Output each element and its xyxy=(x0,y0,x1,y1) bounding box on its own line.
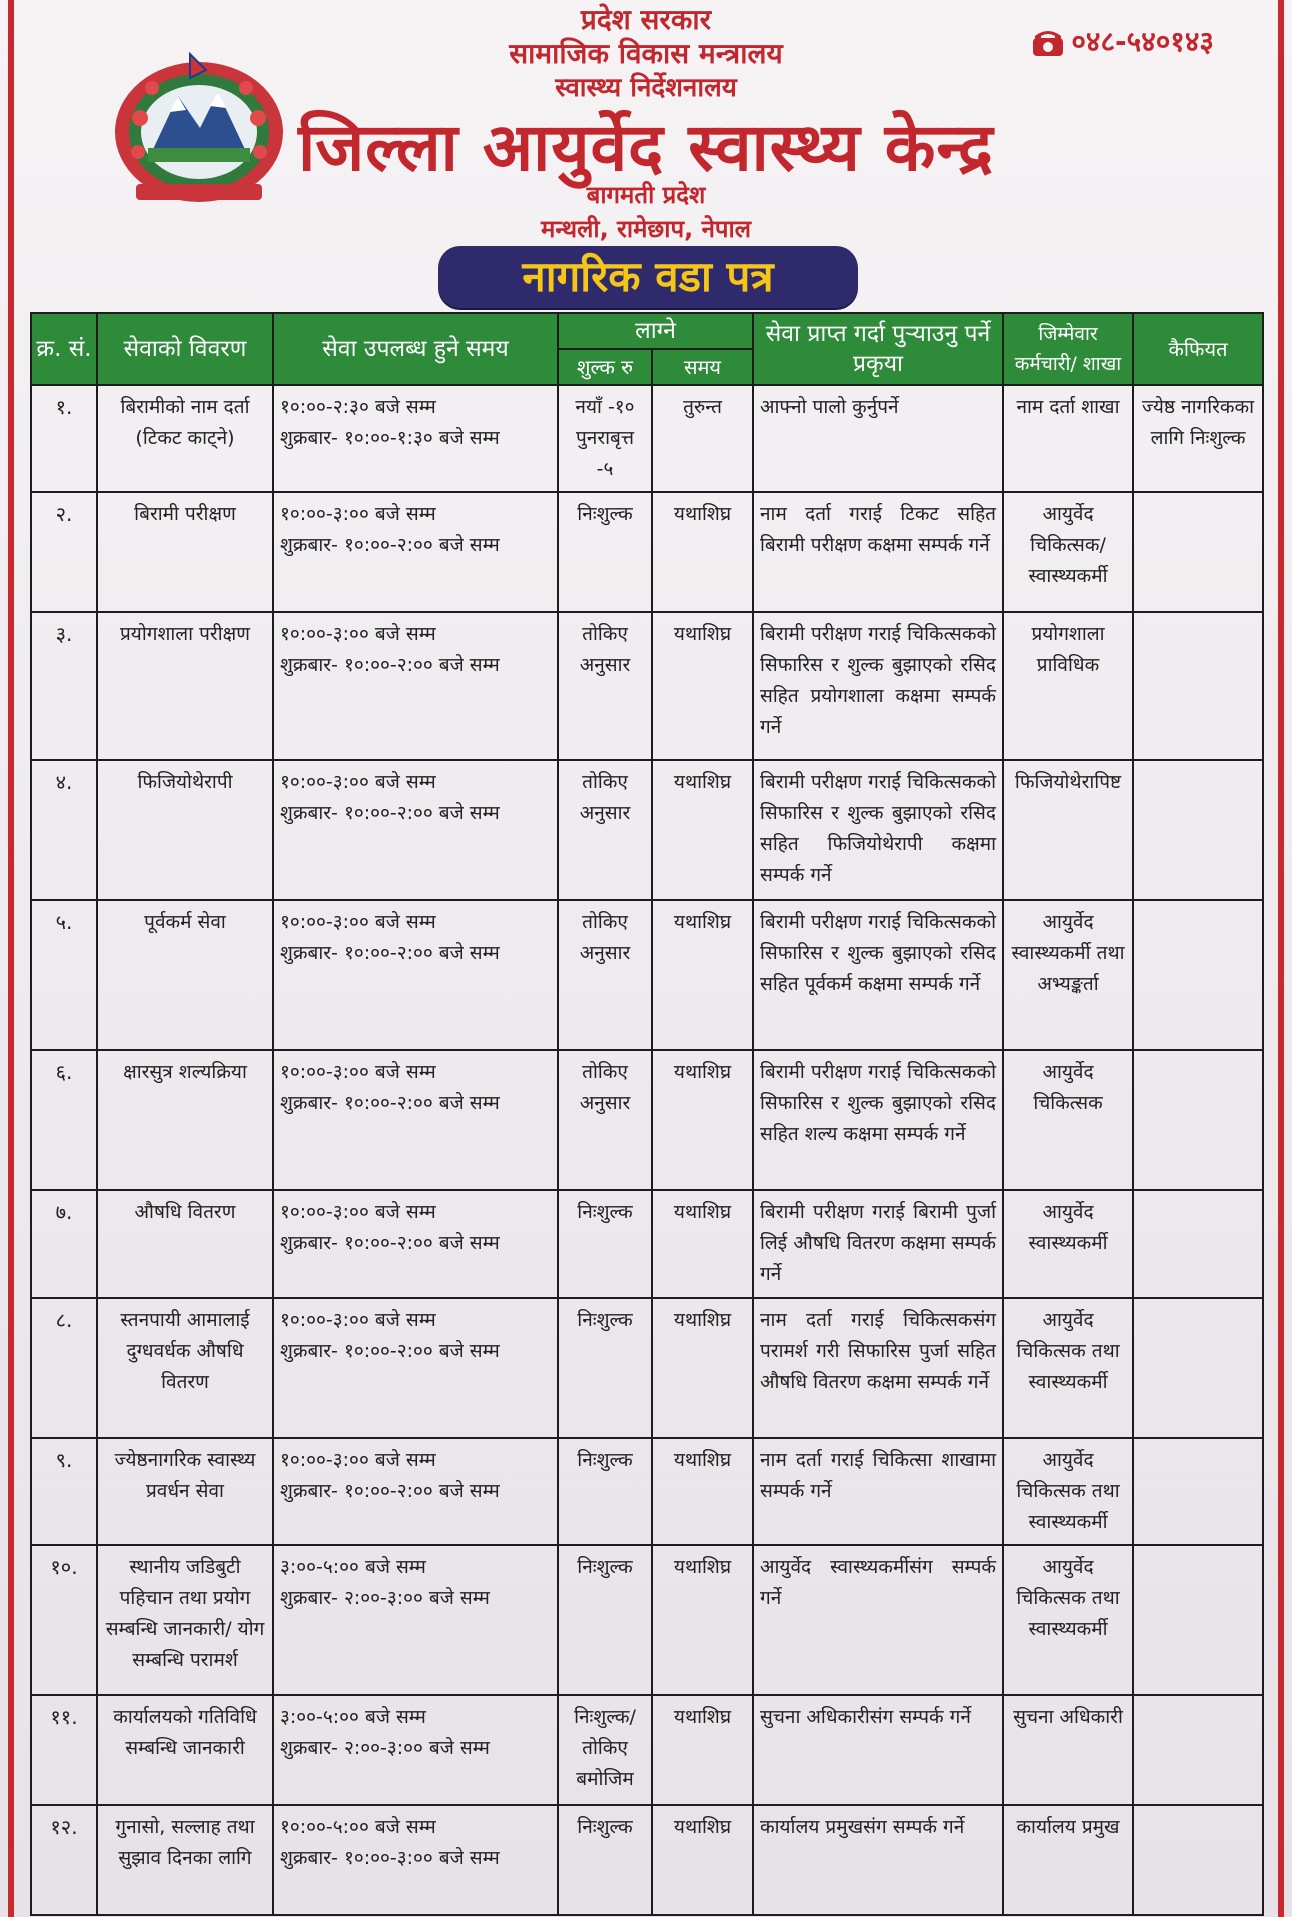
row-sn: ३. xyxy=(31,612,97,760)
row-time-friday: शुक्रबार- १०:००-२:०० बजे सम्म xyxy=(280,1092,500,1114)
table-header-row xyxy=(31,313,1263,349)
row-sn: ४. xyxy=(31,760,97,900)
row-time-friday: शुक्रबार- २:००-३:०० बजे सम्म xyxy=(280,1737,490,1759)
row-remarks xyxy=(1133,612,1263,760)
row-fee: निःशुल्क xyxy=(558,1545,652,1695)
row-duration: यथाशिघ्र xyxy=(652,1190,753,1298)
row-duration: यथाशिघ्र xyxy=(652,760,753,900)
table-row xyxy=(31,612,1263,760)
row-remarks xyxy=(1133,760,1263,900)
row-service: औषधि वितरण xyxy=(97,1190,273,1298)
charter-table-wrapper xyxy=(30,312,1262,1916)
row-service: बिरामीको नाम दर्ता (टिकट काट्ने) xyxy=(97,385,273,492)
row-remarks xyxy=(1133,1695,1263,1805)
row-duration: तुरुन्त xyxy=(652,385,753,492)
header-remarks: कैफियत xyxy=(1133,313,1263,385)
row-remarks xyxy=(1133,1050,1263,1190)
row-responsible: सुचना अधिकारी xyxy=(1003,1695,1133,1805)
row-time-weekday: १०:००-३:०० बजे सम्म xyxy=(280,503,436,525)
row-responsible: नाम दर्ता शाखा xyxy=(1003,385,1133,492)
row-fee: तोकिए अनुसार xyxy=(558,760,652,900)
row-service: कार्यालयको गतिविधि सम्बन्धि जानकारी xyxy=(97,1695,273,1805)
row-time-friday: शुक्रबार- १०:००-२:०० बजे सम्म xyxy=(280,1232,500,1254)
row-duration: यथाशिघ्र xyxy=(652,1050,753,1190)
row-service: क्षारसुत्र शल्यक्रिया xyxy=(97,1050,273,1190)
charter-table xyxy=(30,312,1264,1916)
row-remarks xyxy=(1133,1805,1263,1915)
row-fee: तोकिए अनुसार xyxy=(558,612,652,760)
row-service: ज्येष्ठनागरिक स्वास्थ्य प्रवर्धन सेवा xyxy=(97,1438,273,1545)
row-process: सुचना अधिकारीसंग सम्पर्क गर्ने xyxy=(753,1695,1003,1805)
row-process: कार्यालय प्रमुखसंग सम्पर्क गर्ने xyxy=(753,1805,1003,1915)
row-service: पूर्वकर्म सेवा xyxy=(97,900,273,1050)
address-line: मन्थली, रामेछाप, नेपाल xyxy=(540,215,752,243)
row-sn: ९. xyxy=(31,1438,97,1545)
row-service: स्थानीय जडिबुटी पहिचान तथा प्रयोग सम्बन्धि जानकारी/ योग सम्बन्धि परामर्श xyxy=(97,1545,273,1695)
row-time-weekday: १०:००-३:०० बजे सम्म xyxy=(280,771,436,793)
row-duration: यथाशिघ्र xyxy=(652,612,753,760)
row-fee: निःशुल्क xyxy=(558,492,652,612)
row-fee: निःशुल्क xyxy=(558,1438,652,1545)
row-responsible: आयुर्वेद चिकित्सक xyxy=(1003,1050,1133,1190)
row-service: स्तनपायी आमालाई दुग्धवर्धक औषधि वितरण xyxy=(97,1298,273,1438)
row-process: बिरामी परीक्षण गराई चिकित्सकको सिफारिस र शुल्क बुझाएको रसिद सहित फिजियोथेरापी कक्षमा सम्पर्क गर्ने xyxy=(753,760,1003,900)
table-row xyxy=(31,760,1263,900)
row-time-weekday: ३:००-५:०० बजे सम्म xyxy=(280,1706,426,1728)
row-time xyxy=(273,760,558,900)
row-time-friday: शुक्रबार- १०:००-२:०० बजे सम्म xyxy=(280,942,500,964)
row-fee: तोकिए अनुसार xyxy=(558,1050,652,1190)
row-sn: ५. xyxy=(31,900,97,1050)
header-line-2: सामाजिक विकास मन्त्रालय xyxy=(509,37,783,70)
header-time: सेवा उपलब्ध हुने समय xyxy=(273,313,558,385)
office-name: जिल्ला आयुर्वेद स्वास्थ्य केन्द्र xyxy=(298,109,994,186)
row-fee: निःशुल्क xyxy=(558,1805,652,1915)
row-time-friday: शुक्रबार- १०:००-२:०० बजे सम्म xyxy=(280,654,500,676)
row-time xyxy=(273,1438,558,1545)
row-duration: यथाशिघ्र xyxy=(652,1545,753,1695)
row-time xyxy=(273,492,558,612)
row-time-weekday: १०:००-५:०० बजे सम्म xyxy=(280,1816,436,1838)
row-remarks xyxy=(1133,900,1263,1050)
table-row xyxy=(31,1190,1263,1298)
row-service: गुनासो, सल्लाह तथा सुझाव दिनका लागि xyxy=(97,1805,273,1915)
header-lagne: लाग्ने xyxy=(558,313,753,349)
row-fee: निःशुल्क xyxy=(558,1190,652,1298)
row-process: बिरामी परीक्षण गराई बिरामी पुर्जा लिई औषधि वितरण कक्षमा सम्पर्क गर्ने xyxy=(753,1190,1003,1298)
row-fee: नयाँ -१० पुनराबृत्त -५ xyxy=(558,385,652,492)
row-responsible: आयुर्वेद चिकित्सक तथा स्वास्थ्यकर्मी xyxy=(1003,1298,1133,1438)
row-fee: निःशुल्क xyxy=(558,1298,652,1438)
header-fee: शुल्क रु xyxy=(558,349,652,385)
row-remarks xyxy=(1133,1545,1263,1695)
table-row xyxy=(31,1545,1263,1695)
row-responsible: आयुर्वेद चिकित्सक तथा स्वास्थ्यकर्मी xyxy=(1003,1545,1133,1695)
poster-header xyxy=(0,0,1292,300)
row-time xyxy=(273,1190,558,1298)
row-sn: १२. xyxy=(31,1805,97,1915)
row-time-friday: शुक्रबार- १०:००-३:०० बजे सम्म xyxy=(280,1847,500,1869)
row-responsible: आयुर्वेद चिकित्सक तथा स्वास्थ्यकर्मी xyxy=(1003,1438,1133,1545)
row-responsible: आयुर्वेद चिकित्सक/ स्वास्थ्यकर्मी xyxy=(1003,492,1133,612)
table-row xyxy=(31,492,1263,612)
row-process: नाम दर्ता गराई टिकट सहित बिरामी परीक्षण कक्षमा सम्पर्क गर्ने xyxy=(753,492,1003,612)
row-remarks xyxy=(1133,1438,1263,1545)
row-time xyxy=(273,1545,558,1695)
row-sn: १. xyxy=(31,385,97,492)
row-duration: यथाशिघ्र xyxy=(652,1298,753,1438)
row-process: नाम दर्ता गराई चिकित्सा शाखामा सम्पर्क गर्ने xyxy=(753,1438,1003,1545)
row-responsible: कार्यालय प्रमुख xyxy=(1003,1805,1133,1915)
row-time xyxy=(273,612,558,760)
phone-number xyxy=(1031,22,1214,60)
row-duration: यथाशिघ्र xyxy=(652,1805,753,1915)
row-duration: यथाशिघ्र xyxy=(652,492,753,612)
table-row xyxy=(31,1805,1263,1915)
charter-title-banner: नागरिक वडा पत्र xyxy=(438,246,858,308)
row-sn: ७. xyxy=(31,1190,97,1298)
row-sn: ८. xyxy=(31,1298,97,1438)
row-time xyxy=(273,385,558,492)
row-responsible: फिजियोथेरापिष्ट xyxy=(1003,760,1133,900)
row-responsible: आयुर्वेद स्वास्थ्यकर्मी xyxy=(1003,1190,1133,1298)
row-time-weekday: १०:००-२:३० बजे सम्म xyxy=(280,396,436,418)
row-process: आयुर्वेद स्वास्थ्यकर्मीसंग सम्पर्क गर्ने xyxy=(753,1545,1003,1695)
row-responsible: प्रयोगशाला प्राविधिक xyxy=(1003,612,1133,760)
row-time-weekday: १०:००-३:०० बजे सम्म xyxy=(280,1449,436,1471)
row-duration: यथाशिघ्र xyxy=(652,900,753,1050)
row-sn: ११. xyxy=(31,1695,97,1805)
row-process: बिरामी परीक्षण गराई चिकित्सकको सिफारिस र शुल्क बुझाएको रसिद सहित प्रयोगशाला कक्षमा सम्पर्क गर्ने xyxy=(753,612,1003,760)
header-duration: समय xyxy=(652,349,753,385)
row-time xyxy=(273,1298,558,1438)
row-fee: तोकिए अनुसार xyxy=(558,900,652,1050)
row-sn: ६. xyxy=(31,1050,97,1190)
row-service: प्रयोगशाला परीक्षण xyxy=(97,612,273,760)
row-time xyxy=(273,1805,558,1915)
province-line: बागमती प्रदेश xyxy=(586,181,706,209)
row-process: आफ्नो पालो कुर्नुपर्ने xyxy=(753,385,1003,492)
row-sn: १०. xyxy=(31,1545,97,1695)
row-time xyxy=(273,900,558,1050)
row-process: नाम दर्ता गराई चिकित्सकसंग परामर्श गरी सिफारिस पुर्जा सहित औषधि वितरण कक्षमा सम्पर्क गर्ने xyxy=(753,1298,1003,1438)
row-duration: यथाशिघ्र xyxy=(652,1695,753,1805)
table-row xyxy=(31,900,1263,1050)
table-row xyxy=(31,1695,1263,1805)
row-service: फिजियोथेरापी xyxy=(97,760,273,900)
row-time xyxy=(273,1050,558,1190)
row-sn: २. xyxy=(31,492,97,612)
row-time-friday: शुक्रबार- १०:००-२:०० बजे सम्म xyxy=(280,1340,500,1362)
row-time-weekday: ३:००-५:०० बजे सम्म xyxy=(280,1556,426,1578)
row-time-weekday: १०:००-३:०० बजे सम्म xyxy=(280,623,436,645)
row-time-weekday: १०:००-३:०० बजे सम्म xyxy=(280,1061,436,1083)
row-process: बिरामी परीक्षण गराई चिकित्सकको सिफारिस र शुल्क बुझाएको रसिद सहित पूर्वकर्म कक्षमा सम्पर्क गर्ने xyxy=(753,900,1003,1050)
header-sn: क्र. सं. xyxy=(31,313,97,385)
row-time-friday: शुक्रबार- १०:००-१:३० बजे सम्म xyxy=(280,427,500,449)
row-time-friday: शुक्रबार- २:००-३:०० बजे सम्म xyxy=(280,1587,490,1609)
table-row xyxy=(31,1050,1263,1190)
table-row xyxy=(31,385,1263,492)
row-remarks xyxy=(1133,492,1263,612)
row-process: बिरामी परीक्षण गराई चिकित्सकको सिफारिस र शुल्क बुझाएको रसिद सहित शल्य कक्षमा सम्पर्क गर्ने xyxy=(753,1050,1003,1190)
header-line-3: स्वास्थ्य निर्देशनालय xyxy=(555,73,737,103)
row-time-friday: शुक्रबार- १०:००-२:०० बजे सम्म xyxy=(280,534,500,556)
row-duration: यथाशिघ्र xyxy=(652,1438,753,1545)
row-time xyxy=(273,1695,558,1805)
row-time-friday: शुक्रबार- १०:००-२:०० बजे सम्म xyxy=(280,1480,500,1502)
row-fee: निःशुल्क/ तोकिए बमोजिम xyxy=(558,1695,652,1805)
header-responsible: जिम्मेवार कर्मचारी/ शाखा xyxy=(1003,313,1133,385)
phone-icon xyxy=(1031,28,1065,58)
header-line-1: प्रदेश सरकार xyxy=(580,3,712,36)
table-row xyxy=(31,1438,1263,1545)
row-remarks: ज्येष्ठ नागरिकका लागि निःशुल्क xyxy=(1133,385,1263,492)
row-time-weekday: १०:००-३:०० बजे सम्म xyxy=(280,911,436,933)
row-remarks xyxy=(1133,1190,1263,1298)
row-time-friday: शुक्रबार- १०:००-२:०० बजे सम्म xyxy=(280,802,500,824)
row-time-weekday: १०:००-३:०० बजे सम्म xyxy=(280,1201,436,1223)
phone-text: ०४८-५४०१४३ xyxy=(1071,25,1214,58)
row-responsible: आयुर्वेद स्वास्थ्यकर्मी तथा अभ्यङ्कर्ता xyxy=(1003,900,1133,1050)
header-process: सेवा प्राप्त गर्दा पुऱ्याउनु पर्ने प्रकृया xyxy=(753,313,1003,385)
header-service: सेवाको विवरण xyxy=(97,313,273,385)
row-service: बिरामी परीक्षण xyxy=(97,492,273,612)
row-time-weekday: १०:००-३:०० बजे सम्म xyxy=(280,1309,436,1331)
row-remarks xyxy=(1133,1298,1263,1438)
table-row xyxy=(31,1298,1263,1438)
